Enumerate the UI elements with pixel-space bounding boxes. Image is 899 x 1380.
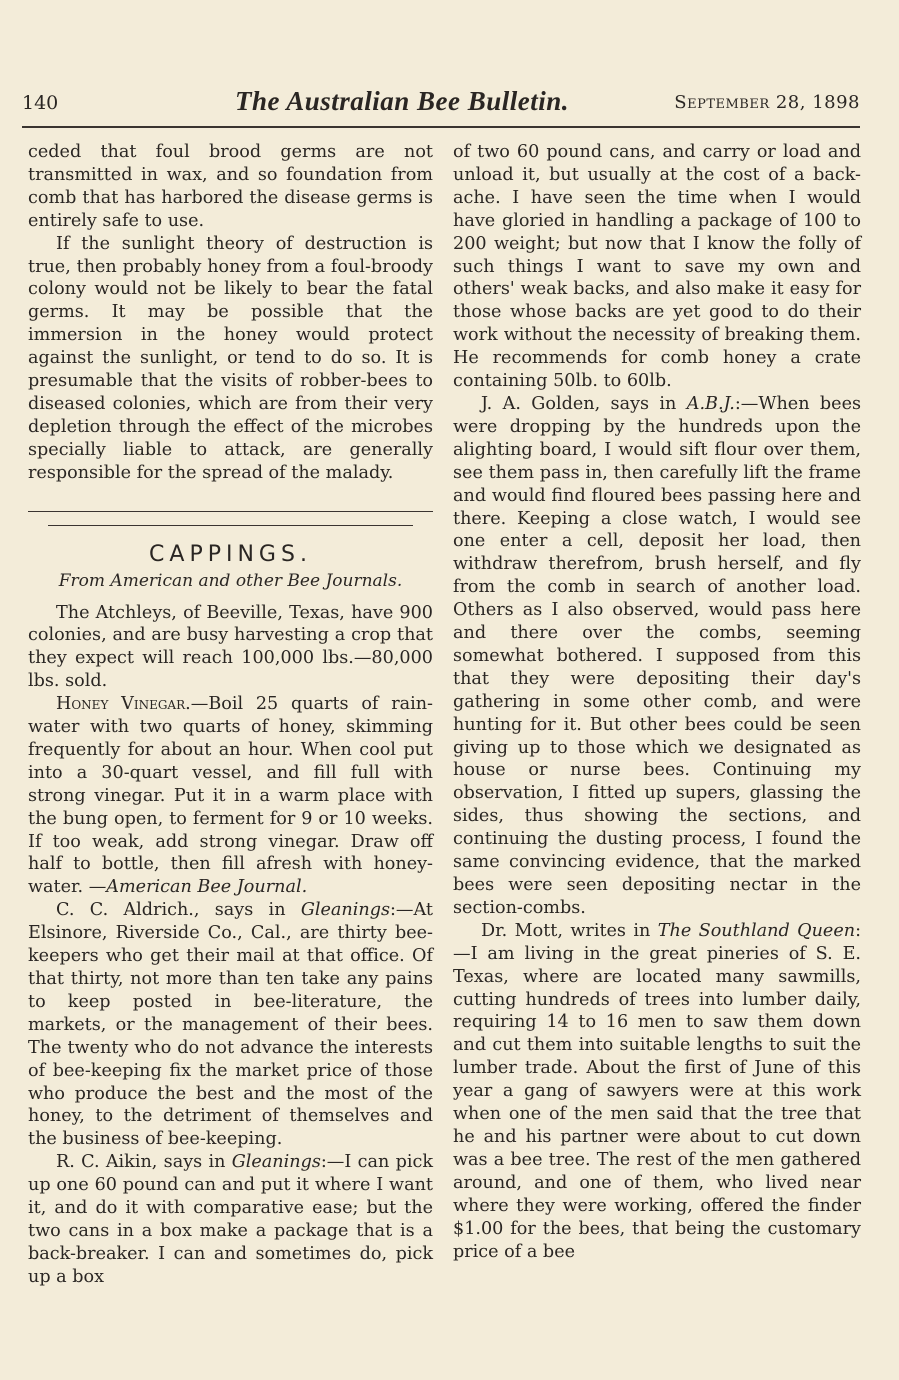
paragraph: If the sunlight theory of destruction is true, then probably honey from a foul-broody colony would not be likely to bear the fatal germs. It may be possible that the immersion in the honey would protect against the sunlight, or tend to do so. It is presumable that the visits of robber-bees to diseased colonies, which are from their very depletion through the effect of the microbes specially liable to attack, are generally responsible for the spread of the malady. [28, 233, 433, 483]
paragraph-text: :—At Elsinore, Riverside Co., Cal., are thirty bee-keepers who get their mail at that office. Of that thirty, not more than ten take any pains to keep posted in bee-literature, the markets, or the management of their bees. The twenty who do not advance the interests of bee-keeping fix the market price of those who produce the best and the most of the honey, to the detriment of themselves and the business of bee-keeping. [28, 900, 433, 1150]
paragraph-text: :—I can pick up one 60 pound can and put it where I want it, and do it with comparative ease; but the two cans in a box make a package that is a back-breaker. I can and sometimes do, pick up a box [28, 1152, 434, 1287]
section-divider [28, 511, 433, 512]
paragraph [453, 393, 861, 920]
section-subheading: From American and other Bee Journals. [58, 570, 403, 591]
left-column [28, 141, 433, 1289]
paragraph-text: C. C. Aldrich., says in [56, 900, 301, 921]
page-number: 140 [22, 92, 59, 114]
section-divider [48, 525, 413, 526]
issue-date: September 28, 1898 [674, 92, 860, 113]
paragraph-text: :—When bees were dropping by the hundreds upon the alighting board, I would sift flour over them, see them pass in, then carefully lift the frame and would find floured bees passing here and there. Keeping a close watch, I would see one enter a cell, deposit her load, then withdraw therefrom, brush herself, and fly from the comb in search of another load. Others as I also observed, would pass here and there over the combs, seeming somewhat bothered. I supposed from this that they were depositing their day's gathering in some other comb, and were hunting for it. But other bees could be seen giving up to those which we designated as house or nurse bees. Continuing my observation, I fitted up supers, glassing the sides, thus showing the sections, and continuing the dusting process, I found the same convincing evidence, that the marked bees were seen depositing nectar in the section-combs. [453, 393, 862, 918]
source-title: The Southland Queen [657, 920, 856, 941]
journal-title: The Australian Bee Bulletin. [234, 86, 570, 116]
paragraph [28, 693, 433, 899]
paragraph [28, 1151, 433, 1288]
paragraph-text: R. C. Aikin, says in [56, 1152, 232, 1173]
paragraph-text: J. A. Golden, says in [481, 393, 687, 414]
source-title: Gleanings [300, 900, 390, 921]
paragraph [28, 899, 433, 1151]
right-column [453, 141, 861, 1263]
page-header [22, 88, 860, 124]
header-rule [22, 126, 860, 128]
source-citation: —American Bee Journal. [88, 877, 308, 898]
paragraph-text: :—I am living in the great pineries of S. E. Texas, where are located many sawmills, cutting hundreds of trees into lumber daily, requiring 14 to 16 men to saw them down and cut them into suitable lengths to suit the lumber trade. About the first of June of this year a gang of sawyers were at this work when one of the men said that the tree that he and his partner were about to cut down was a bee tree. The rest of the men gathered around, and one of them, who lived near where they were working, offered the finder $1.00 for the bees, that being the customary price of a bee [453, 920, 861, 1262]
paragraph-lead: Honey Vinegar. [56, 694, 191, 715]
source-title: Gleanings [231, 1152, 321, 1173]
paragraph-body: —Boil 25 quarts of rain-water with two quarts of honey, skimming frequently for about an hour. When cool put into a 30-quart vessel, and fill full with strong vinegar. Put it in a warm place with the bung open, to ferment for 9 or 10 weeks. If too weak, add strong vinegar. Draw off half to bottle, then fill afresh with honey-water. [28, 694, 434, 898]
section-heading: CAPPINGS. [149, 541, 312, 567]
paragraph: of two 60 pound cans, and carry or load and unload it, but usually at the cost of a back-ache. I have seen the time when I would have gloried in handling a package of 100 to 200 weight; but now that I know the folly of such things I want to save my own and others' weak backs, and also make it easy for those whose backs are yet good to do their work without the necessity of breaking them. He recommends for comb honey a crate containing 50lb. to 60lb. [453, 142, 861, 392]
paragraph-text: Dr. Mott, writes in [481, 920, 658, 941]
paragraph: The Atchleys, of Beeville, Texas, have 900 colonies, and are busy harvesting a crop that they expect will reach 100,000 lbs.—80,000 lbs. sold. [28, 602, 433, 692]
paragraph [453, 920, 861, 1264]
paragraph: ceded that foul brood germs are not transmitted in wax, and so foundation from comb that has harbored the disease germs is entirely safe to use. [28, 142, 433, 231]
source-title: A.B.J. [686, 393, 735, 414]
